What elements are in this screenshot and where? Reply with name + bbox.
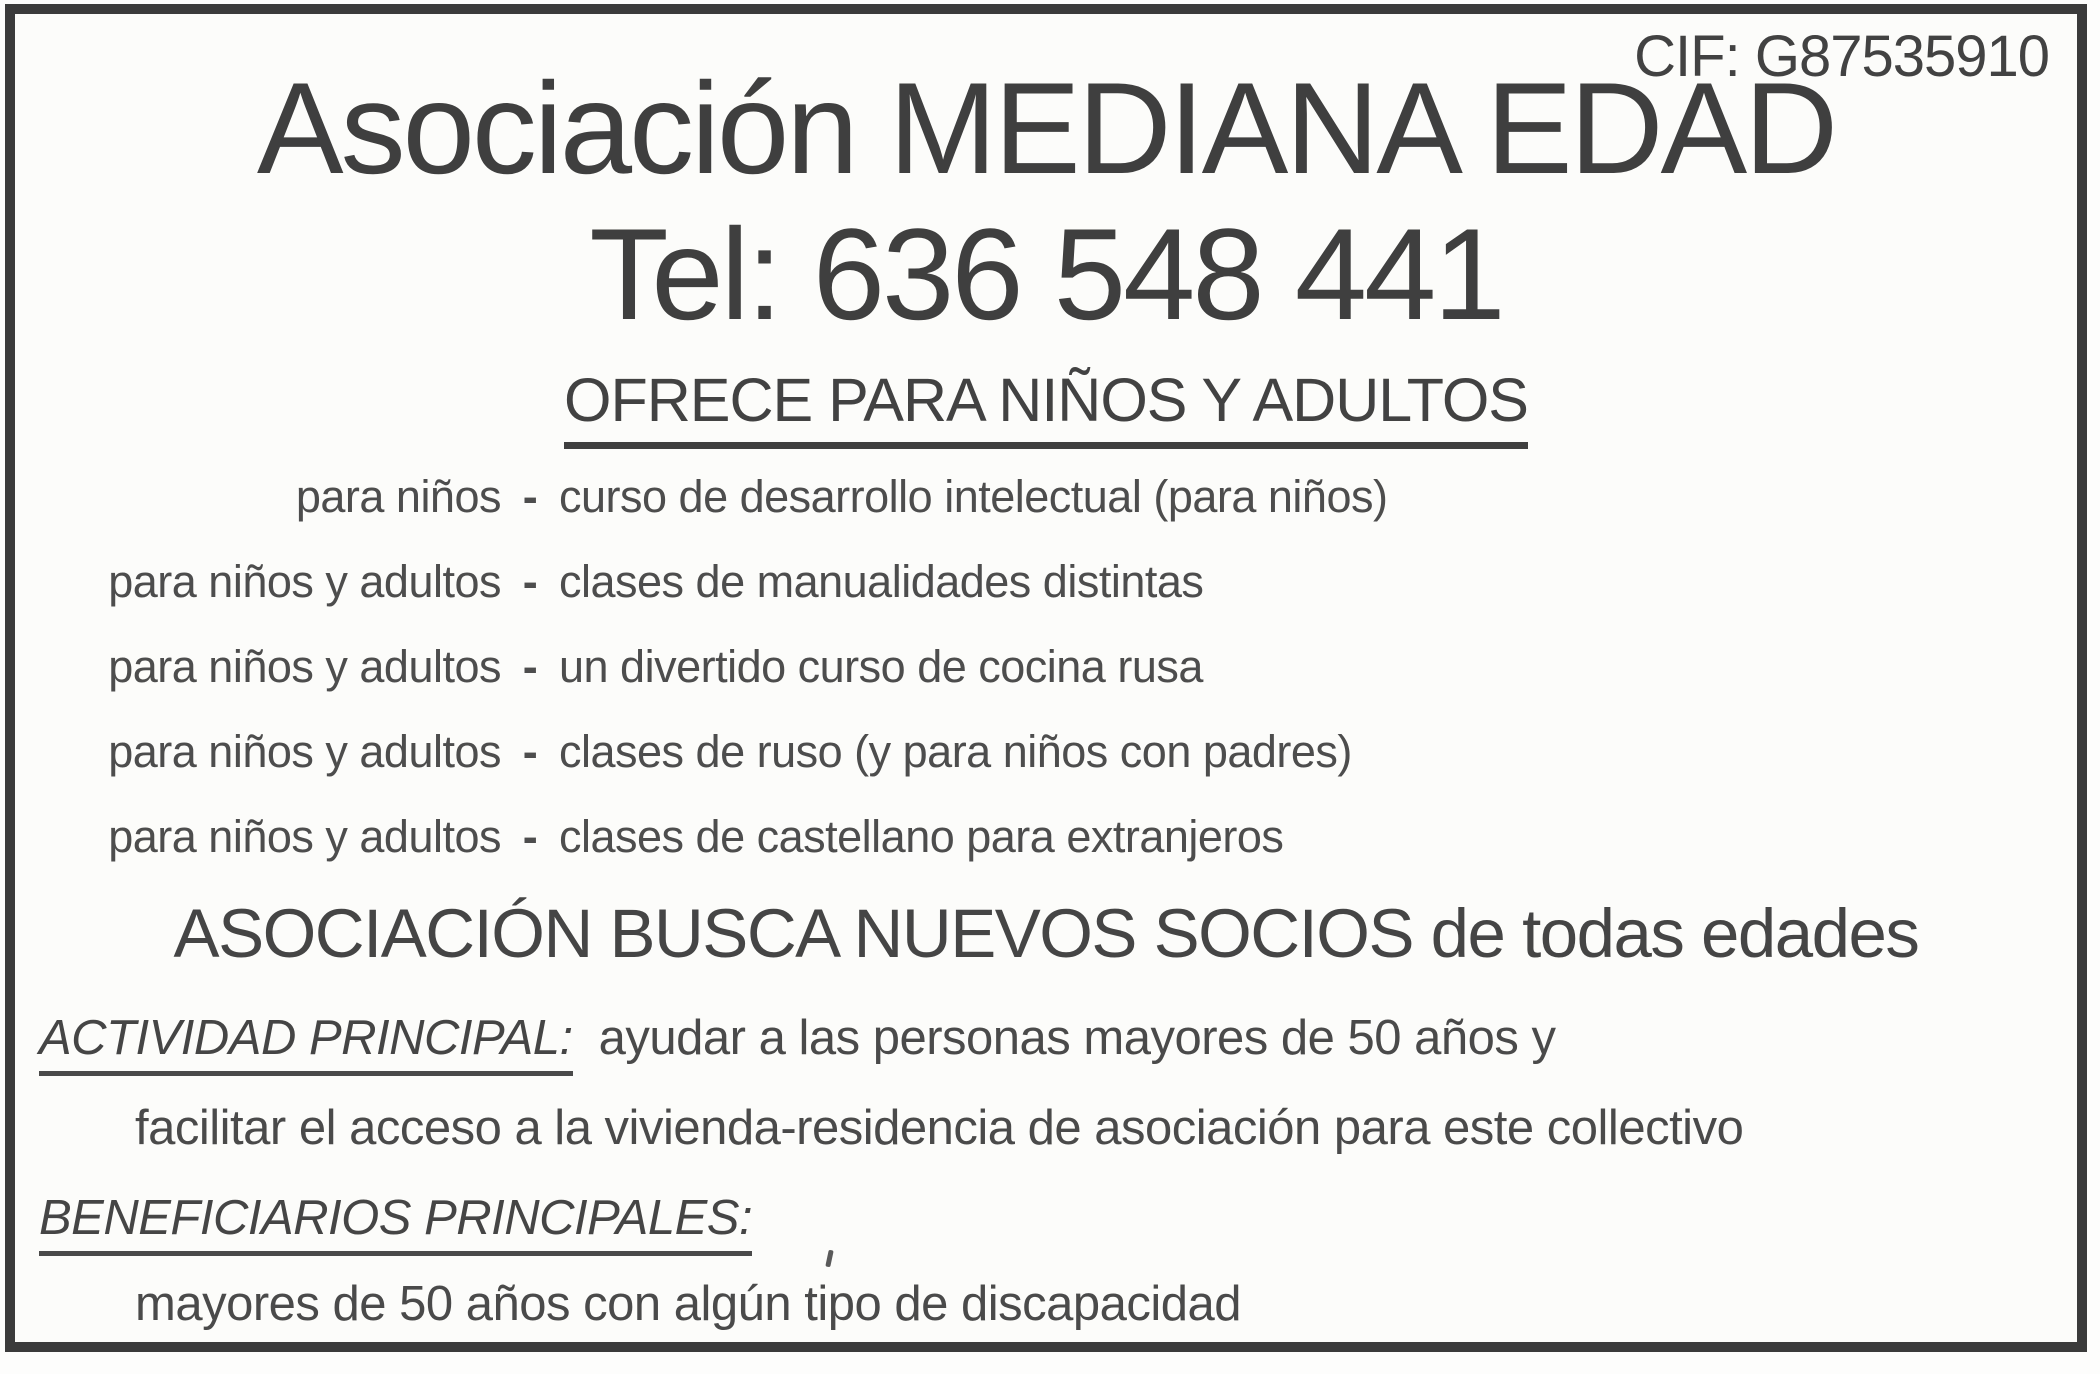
offer-activity: un divertido curso de cocina rusa: [559, 641, 1203, 692]
offer-separator: -: [522, 556, 538, 607]
offer-list: [71, 471, 2053, 899]
offer-row: [71, 471, 2053, 522]
beneficiaries-line: [39, 1190, 2067, 1256]
offer-audience: para niños: [295, 471, 501, 522]
cif-number: CIF: G87535910: [1634, 24, 2049, 89]
offers-heading: [15, 368, 2077, 449]
offer-separator: -: [522, 811, 538, 862]
offer-audience: para niños y adultos: [108, 641, 501, 692]
offer-audience: para niños y adultos: [108, 556, 501, 607]
offer-audience: para niños y adultos: [108, 726, 501, 777]
phone-number: Tel: 636 548 441: [589, 201, 1503, 347]
offer-audience: para niños y adultos: [108, 811, 501, 862]
main-activity-text: ayudar a las personas mayores de 50 años y: [598, 1011, 1556, 1065]
offer-activity: clases de manualidades distintas: [559, 556, 1204, 607]
main-activity-line: [39, 1010, 2067, 1076]
membership-call: ASOCIACIÓN BUSCA NUEVOS SOCIOS de todas edades: [173, 895, 1919, 972]
offer-separator: -: [522, 471, 538, 522]
main-activity-continuation: facilitar el acceso a la vivienda-residencia de asociación para este collectivo: [135, 1101, 1744, 1155]
offer-activity: clases de ruso (y para niños con padres): [559, 726, 1352, 777]
offer-row: [71, 811, 2053, 862]
offer-activity: clases de castellano para extranjeros: [559, 811, 1284, 862]
offer-activity: curso de desarrollo intelectual (para niños): [559, 471, 1388, 522]
offer-separator: -: [522, 726, 538, 777]
offer-row: [71, 726, 2053, 777]
beneficiaries-label: BENEFICIARIOS PRINCIPALES:: [39, 1190, 752, 1256]
association-title: Asociación MEDIANA EDAD: [256, 55, 1836, 201]
offers-heading-text: OFRECE PARA NIÑOS Y ADULTOS: [564, 368, 1528, 449]
main-activity-label: ACTIVIDAD PRINCIPAL:: [39, 1010, 573, 1076]
offer-row: [71, 556, 2053, 607]
offer-row: [71, 641, 2053, 692]
offer-separator: -: [522, 641, 538, 692]
beneficiaries-text: mayores de 50 años con algún tipo de discapacidad: [135, 1277, 1241, 1331]
flyer-sheet: [5, 4, 2087, 1352]
